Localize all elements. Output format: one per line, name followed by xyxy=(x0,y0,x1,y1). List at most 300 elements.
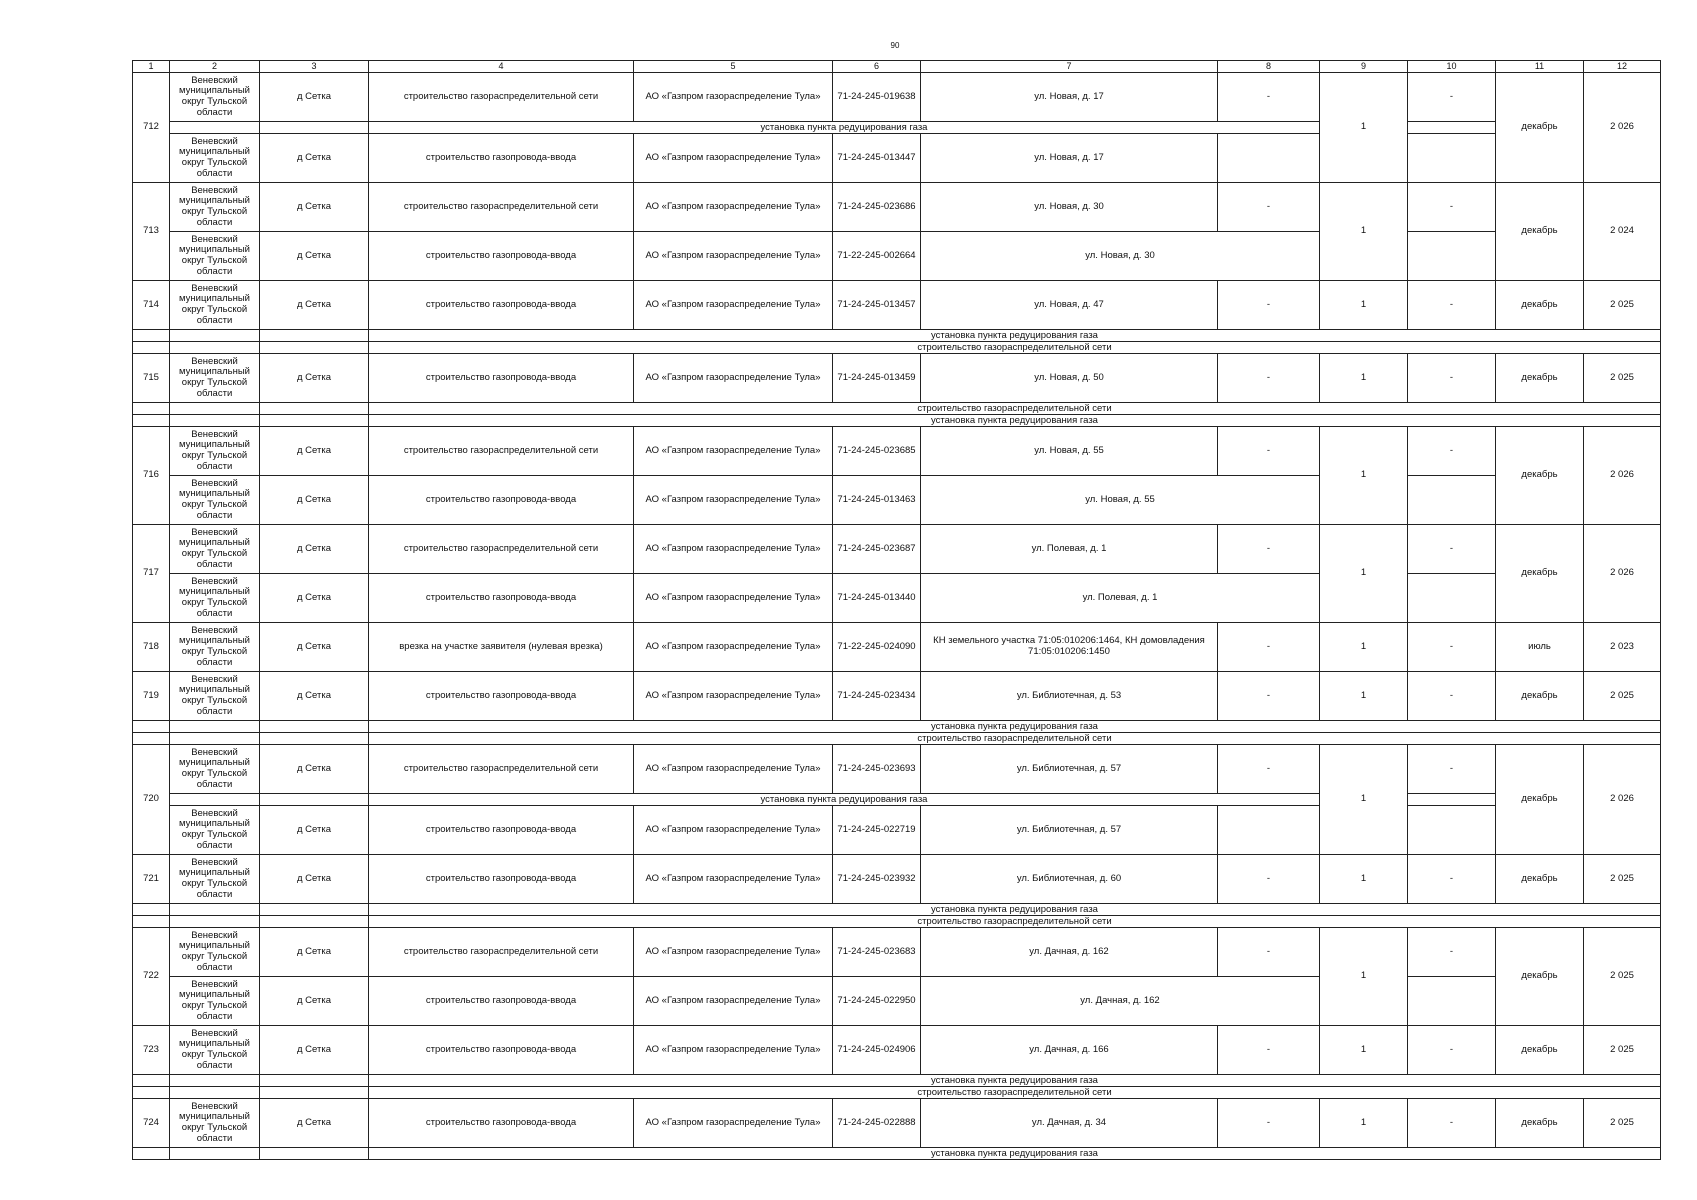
work-type-cell: строительство газопровода-ввода xyxy=(369,232,634,281)
col10-cell: - xyxy=(1408,183,1496,232)
column-number-4: 4 xyxy=(369,61,634,73)
month-cell: декабрь xyxy=(1496,73,1584,183)
col8-cell: - xyxy=(1218,427,1320,476)
col10-cell xyxy=(1408,574,1496,623)
municipality-cell: Веневский муниципальный округ Тульской области xyxy=(170,183,260,232)
row-number: 719 xyxy=(133,672,170,721)
address-cell: ул. Новая, д. 17 xyxy=(921,73,1218,122)
col10-cell xyxy=(1408,806,1496,855)
locality-cell: д Сетка xyxy=(260,73,369,122)
col10-cell xyxy=(1408,476,1496,525)
col10-cell: - xyxy=(1408,623,1496,672)
table-row xyxy=(133,745,1661,794)
municipality-cell xyxy=(170,904,260,916)
sub-work-row xyxy=(133,415,1661,427)
work-type-cell: строительство газопровода-ввода xyxy=(369,1099,634,1148)
year-cell: 2 025 xyxy=(1584,1026,1661,1075)
municipality-cell: Веневский муниципальный округ Тульской области xyxy=(170,281,260,330)
application-code-cell: 71-24-245-013463 xyxy=(833,476,921,525)
locality-cell: д Сетка xyxy=(260,134,369,183)
address-cell: ул. Новая, д. 17 xyxy=(921,134,1218,183)
row-number: 721 xyxy=(133,855,170,904)
col8-cell: - xyxy=(1218,354,1320,403)
sub-work-row xyxy=(133,1087,1661,1099)
sub-work-row xyxy=(133,916,1661,928)
column-number-header-row xyxy=(133,61,1661,73)
table-row xyxy=(133,525,1661,574)
row-number: 723 xyxy=(133,1026,170,1075)
locality-cell xyxy=(260,1087,369,1099)
organization-cell: АО «Газпром газораспределение Тула» xyxy=(634,623,833,672)
organization-cell: АО «Газпром газораспределение Тула» xyxy=(634,134,833,183)
table-row xyxy=(133,476,1661,525)
table-row xyxy=(133,232,1661,281)
municipality-cell xyxy=(170,330,260,342)
page-number: 90 xyxy=(890,41,900,50)
locality-cell: д Сетка xyxy=(260,806,369,855)
locality-cell: д Сетка xyxy=(260,623,369,672)
row-number: 717 xyxy=(133,525,170,623)
work-type-banner: строительство газораспределительной сети xyxy=(369,403,1661,415)
year-cell: 2 026 xyxy=(1584,427,1661,525)
application-code-cell: 71-24-245-022719 xyxy=(833,806,921,855)
row-number: 713 xyxy=(133,183,170,281)
municipality-cell xyxy=(170,794,260,806)
municipality-cell: Веневский муниципальный округ Тульской области xyxy=(170,672,260,721)
col8-cell: - xyxy=(1218,928,1320,977)
table-row xyxy=(133,1026,1661,1075)
year-cell: 2 026 xyxy=(1584,745,1661,855)
organization-cell: АО «Газпром газораспределение Тула» xyxy=(634,928,833,977)
col8-cell xyxy=(1218,134,1320,183)
municipality-cell: Веневский муниципальный округ Тульской области xyxy=(170,574,260,623)
month-cell: июль xyxy=(1496,623,1584,672)
row-number xyxy=(133,916,170,928)
col10-cell: - xyxy=(1408,928,1496,977)
col10-cell: - xyxy=(1408,281,1496,330)
month-cell: декабрь xyxy=(1496,672,1584,721)
work-type-banner: установка пункта редуцирования газа xyxy=(369,904,1661,916)
quantity-cell: 1 xyxy=(1320,1099,1408,1148)
address-cell: ул. Библиотечная, д. 57 xyxy=(921,806,1218,855)
year-cell: 2 025 xyxy=(1584,354,1661,403)
year-cell: 2 025 xyxy=(1584,672,1661,721)
work-type-cell: строительство газораспределительной сети xyxy=(369,73,634,122)
year-cell: 2 025 xyxy=(1584,1099,1661,1148)
municipality-cell: Веневский муниципальный округ Тульской области xyxy=(170,855,260,904)
column-number-5: 5 xyxy=(634,61,833,73)
col8-cell: - xyxy=(1218,672,1320,721)
municipality-cell xyxy=(170,403,260,415)
municipality-cell xyxy=(170,122,260,134)
col10-cell xyxy=(1408,794,1496,806)
row-number xyxy=(133,733,170,745)
table-row xyxy=(133,928,1661,977)
work-type-banner: установка пункта редуцирования газа xyxy=(369,794,1320,806)
address-cell: ул. Новая, д. 50 xyxy=(921,354,1218,403)
quantity-cell: 1 xyxy=(1320,855,1408,904)
row-number xyxy=(133,1075,170,1087)
row-number xyxy=(133,403,170,415)
work-type-cell: строительство газопровода-ввода xyxy=(369,574,634,623)
address-cell: ул. Полевая, д. 1 xyxy=(921,525,1218,574)
month-cell: декабрь xyxy=(1496,427,1584,525)
application-code-cell: 71-22-245-002664 xyxy=(833,232,921,281)
municipality-cell: Веневский муниципальный округ Тульской области xyxy=(170,806,260,855)
col8-cell: - xyxy=(1218,183,1320,232)
municipality-cell: Веневский муниципальный округ Тульской области xyxy=(170,977,260,1026)
work-type-banner: установка пункта редуцирования газа xyxy=(369,1148,1661,1160)
col10-cell xyxy=(1408,977,1496,1026)
municipality-cell xyxy=(170,916,260,928)
locality-cell: д Сетка xyxy=(260,855,369,904)
work-type-banner: установка пункта редуцирования газа xyxy=(369,1075,1661,1087)
col8-cell: - xyxy=(1218,525,1320,574)
quantity-cell: 1 xyxy=(1320,672,1408,721)
table-row xyxy=(133,574,1661,623)
quantity-cell: 1 xyxy=(1320,183,1408,281)
quantity-cell: 1 xyxy=(1320,354,1408,403)
municipality-cell: Веневский муниципальный округ Тульской области xyxy=(170,928,260,977)
organization-cell: АО «Газпром газораспределение Тула» xyxy=(634,354,833,403)
table-row xyxy=(133,806,1661,855)
locality-cell xyxy=(260,122,369,134)
column-number-6: 6 xyxy=(833,61,921,73)
year-cell: 2 024 xyxy=(1584,183,1661,281)
locality-cell: д Сетка xyxy=(260,574,369,623)
locality-cell: д Сетка xyxy=(260,1026,369,1075)
col10-cell: - xyxy=(1408,525,1496,574)
work-type-cell: строительство газопровода-ввода xyxy=(369,134,634,183)
address-cell: ул. Дачная, д. 166 xyxy=(921,1026,1218,1075)
work-type-cell: строительство газопровода-ввода xyxy=(369,476,634,525)
col8-cell: - xyxy=(1218,1099,1320,1148)
locality-cell xyxy=(260,794,369,806)
work-type-cell: строительство газопровода-ввода xyxy=(369,1026,634,1075)
sub-work-row xyxy=(133,330,1661,342)
table-row xyxy=(133,855,1661,904)
locality-cell: д Сетка xyxy=(260,427,369,476)
application-code-cell: 71-24-245-013457 xyxy=(833,281,921,330)
work-type-cell: строительство газопровода-ввода xyxy=(369,806,634,855)
sub-work-row xyxy=(133,1075,1661,1087)
municipality-cell: Веневский муниципальный округ Тульской области xyxy=(170,623,260,672)
row-number xyxy=(133,721,170,733)
table-row xyxy=(133,623,1661,672)
row-number: 724 xyxy=(133,1099,170,1148)
month-cell: декабрь xyxy=(1496,525,1584,623)
row-number: 715 xyxy=(133,354,170,403)
row-number: 716 xyxy=(133,427,170,525)
sub-work-row xyxy=(133,733,1661,745)
locality-cell xyxy=(260,403,369,415)
month-cell: декабрь xyxy=(1496,1026,1584,1075)
address-cell: ул. Новая, д. 47 xyxy=(921,281,1218,330)
municipality-cell: Веневский муниципальный округ Тульской области xyxy=(170,1026,260,1075)
sub-work-row xyxy=(133,794,1661,806)
locality-cell xyxy=(260,733,369,745)
application-code-cell: 71-24-245-013440 xyxy=(833,574,921,623)
locality-cell xyxy=(260,415,369,427)
address-cell: ул. Дачная, д. 162 xyxy=(921,977,1320,1026)
column-number-3: 3 xyxy=(260,61,369,73)
organization-cell: АО «Газпром газораспределение Тула» xyxy=(634,232,833,281)
row-number xyxy=(133,1087,170,1099)
work-type-cell: строительство газораспределительной сети xyxy=(369,183,634,232)
col10-cell xyxy=(1408,232,1496,281)
application-code-cell: 71-24-245-022950 xyxy=(833,977,921,1026)
quantity-cell: 1 xyxy=(1320,745,1408,855)
municipality-cell xyxy=(170,342,260,354)
application-code-cell: 71-24-245-019638 xyxy=(833,73,921,122)
year-cell: 2 026 xyxy=(1584,525,1661,623)
column-number-11: 11 xyxy=(1496,61,1584,73)
month-cell: декабрь xyxy=(1496,354,1584,403)
row-number xyxy=(133,330,170,342)
sub-work-row xyxy=(133,904,1661,916)
organization-cell: АО «Газпром газораспределение Тула» xyxy=(634,281,833,330)
locality-cell xyxy=(260,1075,369,1087)
address-cell: КН земельного участка 71:05:010206:1464, КН домовладения 71:05:010206:1450 xyxy=(921,623,1218,672)
application-code-cell: 71-24-245-023687 xyxy=(833,525,921,574)
work-type-cell: строительство газораспределительной сети xyxy=(369,525,634,574)
col10-cell: - xyxy=(1408,73,1496,122)
column-number-8: 8 xyxy=(1218,61,1320,73)
locality-cell: д Сетка xyxy=(260,977,369,1026)
organization-cell: АО «Газпром газораспределение Тула» xyxy=(634,183,833,232)
locality-cell: д Сетка xyxy=(260,672,369,721)
locality-cell xyxy=(260,916,369,928)
work-type-cell: врезка на участке заявителя (нулевая врезка) xyxy=(369,623,634,672)
month-cell: декабрь xyxy=(1496,281,1584,330)
address-cell: ул. Дачная, д. 34 xyxy=(921,1099,1218,1148)
application-code-cell: 71-24-245-023932 xyxy=(833,855,921,904)
application-code-cell: 71-24-245-022888 xyxy=(833,1099,921,1148)
row-number xyxy=(133,342,170,354)
application-code-cell: 71-24-245-013447 xyxy=(833,134,921,183)
col8-cell: - xyxy=(1218,623,1320,672)
gasification-table xyxy=(132,60,1661,1160)
application-code-cell: 71-24-245-023683 xyxy=(833,928,921,977)
municipality-cell xyxy=(170,733,260,745)
organization-cell: АО «Газпром газораспределение Тула» xyxy=(634,574,833,623)
locality-cell: д Сетка xyxy=(260,281,369,330)
col10-cell: - xyxy=(1408,745,1496,794)
col10-cell: - xyxy=(1408,672,1496,721)
table-row xyxy=(133,672,1661,721)
table-row xyxy=(133,977,1661,1026)
year-cell: 2 023 xyxy=(1584,623,1661,672)
municipality-cell xyxy=(170,1148,260,1160)
work-type-banner: установка пункта редуцирования газа xyxy=(369,330,1661,342)
quantity-cell: 1 xyxy=(1320,525,1408,623)
municipality-cell xyxy=(170,1087,260,1099)
municipality-cell: Веневский муниципальный округ Тульской области xyxy=(170,232,260,281)
municipality-cell: Веневский муниципальный округ Тульской области xyxy=(170,525,260,574)
work-type-banner: строительство газораспределительной сети xyxy=(369,916,1661,928)
sub-work-row xyxy=(133,721,1661,733)
col10-cell: - xyxy=(1408,427,1496,476)
column-number-2: 2 xyxy=(170,61,260,73)
organization-cell: АО «Газпром газораспределение Тула» xyxy=(634,1026,833,1075)
quantity-cell: 1 xyxy=(1320,427,1408,525)
month-cell: декабрь xyxy=(1496,745,1584,855)
work-type-cell: строительство газопровода-ввода xyxy=(369,855,634,904)
work-type-cell: строительство газопровода-ввода xyxy=(369,281,634,330)
table-row xyxy=(133,134,1661,183)
application-code-cell: 71-24-245-013459 xyxy=(833,354,921,403)
municipality-cell: Веневский муниципальный округ Тульской области xyxy=(170,745,260,794)
year-cell: 2 025 xyxy=(1584,281,1661,330)
work-type-cell: строительство газораспределительной сети xyxy=(369,928,634,977)
month-cell: декабрь xyxy=(1496,855,1584,904)
work-type-cell: строительство газопровода-ввода xyxy=(369,672,634,721)
address-cell: ул. Новая, д. 30 xyxy=(921,183,1218,232)
locality-cell: д Сетка xyxy=(260,183,369,232)
locality-cell: д Сетка xyxy=(260,232,369,281)
table-row xyxy=(133,281,1661,330)
application-code-cell: 71-24-245-023434 xyxy=(833,672,921,721)
address-cell: ул. Библиотечная, д. 53 xyxy=(921,672,1218,721)
column-number-1: 1 xyxy=(133,61,170,73)
application-code-cell: 71-24-245-023693 xyxy=(833,745,921,794)
quantity-cell: 1 xyxy=(1320,928,1408,1026)
organization-cell: АО «Газпром газораспределение Тула» xyxy=(634,745,833,794)
municipality-cell xyxy=(170,415,260,427)
col10-cell xyxy=(1408,134,1496,183)
locality-cell: д Сетка xyxy=(260,525,369,574)
table-row xyxy=(133,1099,1661,1148)
column-number-9: 9 xyxy=(1320,61,1408,73)
year-cell: 2 026 xyxy=(1584,73,1661,183)
organization-cell: АО «Газпром газораспределение Тула» xyxy=(634,1099,833,1148)
work-type-banner: установка пункта редуцирования газа xyxy=(369,721,1661,733)
municipality-cell: Веневский муниципальный округ Тульской области xyxy=(170,73,260,122)
table-row xyxy=(133,73,1661,122)
work-type-banner: строительство газораспределительной сети xyxy=(369,342,1661,354)
address-cell: ул. Полевая, д. 1 xyxy=(921,574,1320,623)
table-row xyxy=(133,183,1661,232)
organization-cell: АО «Газпром газораспределение Тула» xyxy=(634,427,833,476)
locality-cell xyxy=(260,342,369,354)
row-number: 720 xyxy=(133,745,170,855)
year-cell: 2 025 xyxy=(1584,855,1661,904)
work-type-banner: установка пункта редуцирования газа xyxy=(369,122,1320,134)
col8-cell: - xyxy=(1218,281,1320,330)
work-type-cell: строительство газопровода-ввода xyxy=(369,977,634,1026)
row-number: 722 xyxy=(133,928,170,1026)
quantity-cell: 1 xyxy=(1320,1026,1408,1075)
address-cell: ул. Новая, д. 30 xyxy=(921,232,1320,281)
address-cell: ул. Новая, д. 55 xyxy=(921,427,1218,476)
quantity-cell: 1 xyxy=(1320,623,1408,672)
row-number xyxy=(133,415,170,427)
municipality-cell xyxy=(170,1075,260,1087)
row-number: 718 xyxy=(133,623,170,672)
col10-cell: - xyxy=(1408,354,1496,403)
quantity-cell: 1 xyxy=(1320,281,1408,330)
municipality-cell: Веневский муниципальный округ Тульской области xyxy=(170,354,260,403)
col10-cell xyxy=(1408,122,1496,134)
organization-cell: АО «Газпром газораспределение Тула» xyxy=(634,525,833,574)
locality-cell xyxy=(260,904,369,916)
address-cell: ул. Дачная, д. 162 xyxy=(921,928,1218,977)
table-row xyxy=(133,427,1661,476)
work-type-banner: строительство газораспределительной сети xyxy=(369,733,1661,745)
quantity-cell: 1 xyxy=(1320,73,1408,183)
locality-cell: д Сетка xyxy=(260,1099,369,1148)
organization-cell: АО «Газпром газораспределение Тула» xyxy=(634,672,833,721)
address-cell: ул. Новая, д. 55 xyxy=(921,476,1320,525)
organization-cell: АО «Газпром газораспределение Тула» xyxy=(634,855,833,904)
municipality-cell xyxy=(170,721,260,733)
work-type-cell: строительство газопровода-ввода xyxy=(369,354,634,403)
col8-cell: - xyxy=(1218,1026,1320,1075)
municipality-cell: Веневский муниципальный округ Тульской области xyxy=(170,476,260,525)
sub-work-row xyxy=(133,342,1661,354)
col8-cell xyxy=(1218,806,1320,855)
row-number xyxy=(133,1148,170,1160)
municipality-cell: Веневский муниципальный округ Тульской области xyxy=(170,134,260,183)
work-type-banner: строительство газораспределительной сети xyxy=(369,1087,1661,1099)
row-number: 712 xyxy=(133,73,170,183)
organization-cell: АО «Газпром газораспределение Тула» xyxy=(634,73,833,122)
address-cell: ул. Библиотечная, д. 57 xyxy=(921,745,1218,794)
municipality-cell: Веневский муниципальный округ Тульской области xyxy=(170,427,260,476)
col8-cell: - xyxy=(1218,855,1320,904)
col10-cell: - xyxy=(1408,855,1496,904)
locality-cell: д Сетка xyxy=(260,745,369,794)
locality-cell xyxy=(260,721,369,733)
year-cell: 2 025 xyxy=(1584,928,1661,1026)
organization-cell: АО «Газпром газораспределение Тула» xyxy=(634,806,833,855)
application-code-cell: 71-22-245-024090 xyxy=(833,623,921,672)
organization-cell: АО «Газпром газораспределение Тула» xyxy=(634,977,833,1026)
column-number-12: 12 xyxy=(1584,61,1661,73)
table-body xyxy=(133,61,1661,1160)
work-type-banner: установка пункта редуцирования газа xyxy=(369,415,1661,427)
row-number xyxy=(133,904,170,916)
column-number-7: 7 xyxy=(921,61,1218,73)
organization-cell: АО «Газпром газораспределение Тула» xyxy=(634,476,833,525)
sub-work-row xyxy=(133,122,1661,134)
application-code-cell: 71-24-245-023686 xyxy=(833,183,921,232)
col10-cell: - xyxy=(1408,1099,1496,1148)
table-row xyxy=(133,354,1661,403)
locality-cell: д Сетка xyxy=(260,928,369,977)
municipality-cell: Веневский муниципальный округ Тульской области xyxy=(170,1099,260,1148)
locality-cell: д Сетка xyxy=(260,476,369,525)
work-type-cell: строительство газораспределительной сети xyxy=(369,745,634,794)
sub-work-row xyxy=(133,1148,1661,1160)
month-cell: декабрь xyxy=(1496,1099,1584,1148)
month-cell: декабрь xyxy=(1496,183,1584,281)
locality-cell xyxy=(260,1148,369,1160)
column-number-10: 10 xyxy=(1408,61,1496,73)
application-code-cell: 71-24-245-023685 xyxy=(833,427,921,476)
col8-cell: - xyxy=(1218,73,1320,122)
locality-cell xyxy=(260,330,369,342)
row-number: 714 xyxy=(133,281,170,330)
application-code-cell: 71-24-245-024906 xyxy=(833,1026,921,1075)
work-type-cell: строительство газораспределительной сети xyxy=(369,427,634,476)
col10-cell: - xyxy=(1408,1026,1496,1075)
address-cell: ул. Библиотечная, д. 60 xyxy=(921,855,1218,904)
sub-work-row xyxy=(133,403,1661,415)
locality-cell: д Сетка xyxy=(260,354,369,403)
col8-cell: - xyxy=(1218,745,1320,794)
month-cell: декабрь xyxy=(1496,928,1584,1026)
